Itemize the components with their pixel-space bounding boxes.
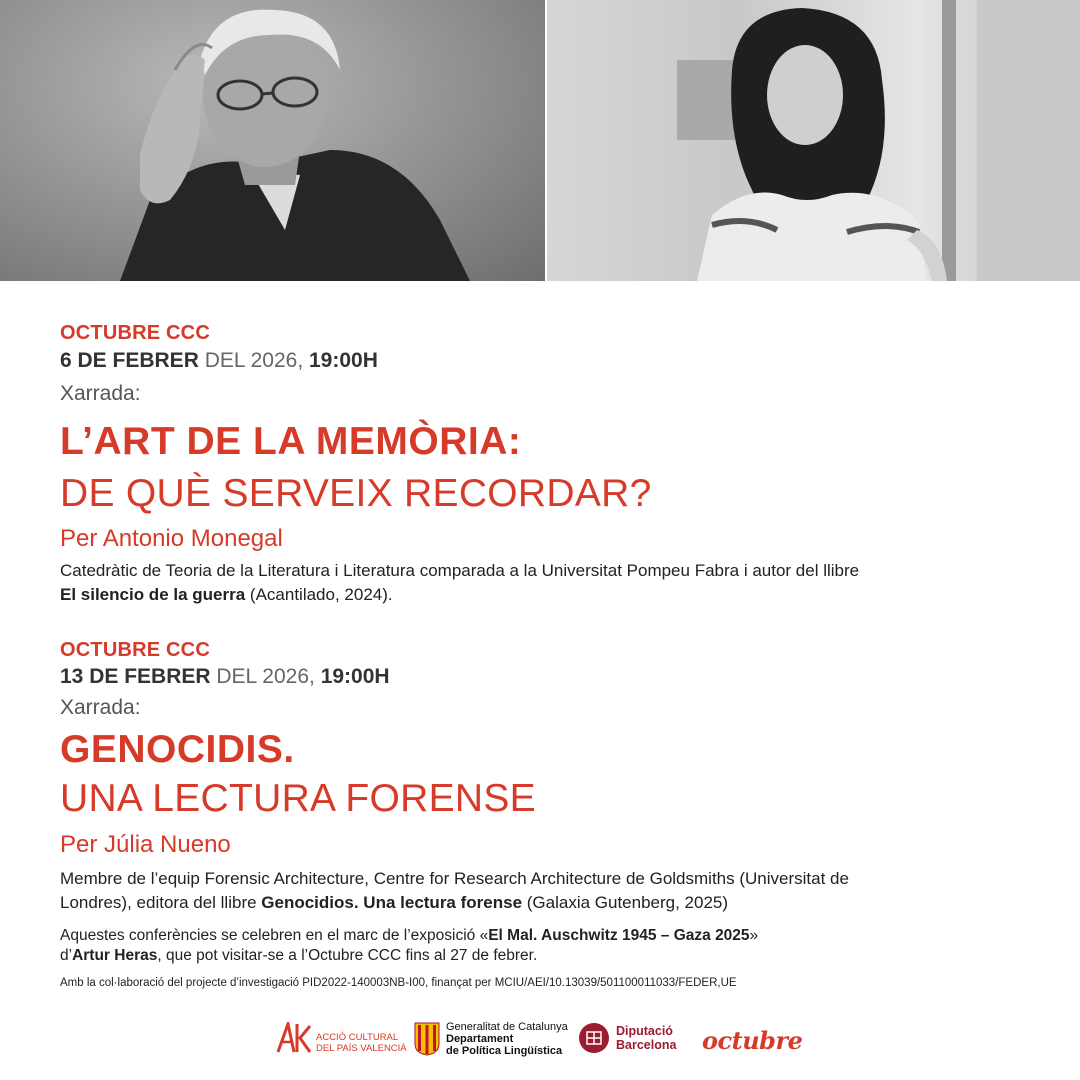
event1-bio-line1: Catedràtic de Teoria de la Literatura i Literatura comparada a la Universitat Pompeu Fabra i autor del llibre (60, 561, 860, 580)
event2-bio-line1: Membre de l’equip Forensic Architecture, Centre for Research Architecture de Goldsmiths (Universitat de (60, 869, 849, 888)
note-artist: Artur Heras (72, 947, 158, 964)
event2-bio-rest: (Galaxia Gutenberg, 2025) (522, 893, 729, 912)
event2-speaker: Per Júlia Nueno (60, 831, 231, 858)
event2-title-line2: UNA LECTURA FORENSE (60, 777, 536, 820)
gencat-line1: Generalitat de Catalunya (446, 1021, 568, 1033)
event2-time: 19:00H (320, 665, 390, 688)
exhibition-note-line2 (60, 946, 1020, 966)
acpv-mark-icon (276, 1022, 312, 1054)
event1-bio-line2 (60, 583, 1020, 607)
octubre-wordmark: octubre (702, 1026, 803, 1055)
photo-julia-nueno (547, 0, 1080, 281)
event2-series: OCTUBRE CCC (60, 639, 210, 661)
gencat-line2: Departament (446, 1033, 514, 1045)
event1-title-line1: L’ART DE LA MEMÒRIA: (60, 420, 522, 463)
logo-octubre (702, 1026, 802, 1055)
event2-date-bold: 13 DE FEBRER (60, 665, 211, 688)
logo-diputacio (578, 1022, 676, 1054)
event2-bio-line2-pre: Londres), editora del llibre (60, 893, 262, 912)
event1-time: 19:00H (309, 349, 378, 372)
event1-date (60, 349, 378, 373)
logo-acpv (276, 1022, 407, 1054)
note-line2-post: , que pot visitar-se a l’Octubre CCC fins al 27 de febrer. (157, 947, 538, 964)
photo-antonio-monegal (0, 0, 545, 281)
event2-title-line1: GENOCIDIS. (60, 728, 295, 771)
event1-date-light: DEL 2026, (198, 349, 309, 372)
event2-date-light: DEL 2026, (210, 665, 321, 688)
event1-title-line2: DE QUÈ SERVEIX RECORDAR? (60, 472, 652, 515)
exhibition-note (60, 926, 1020, 966)
exhibition-note-line1 (60, 926, 1020, 946)
diba-line1: Diputació (616, 1024, 673, 1038)
gencat-line3: de Política Lingüística (446, 1045, 563, 1057)
sponsor-logos (0, 1018, 1080, 1068)
event2-bio (60, 867, 1020, 915)
event2-bio-line2 (60, 891, 1020, 915)
event1-intro: Xarrada: (60, 382, 141, 405)
acpv-line1: ACCIÓ CULTURAL (316, 1032, 399, 1043)
logo-generalitat (414, 1021, 568, 1057)
event1-speaker: Per Antonio Monegal (60, 525, 283, 552)
event2-bio-book: Genocidios. Una lectura forense (261, 893, 523, 912)
collaboration-note: Amb la col·laboració del projecte d’investigació PID2022-140003NB-I00, finançat per MCIU/AEI/10.13039/501100011033/FEDER,UE (60, 977, 737, 989)
note-line1-pre: Aquestes conferències se celebren en el marc de l’exposició « (60, 927, 489, 944)
generalitat-shield-icon (414, 1022, 440, 1056)
event1-bio-book: El silencio de la guerra (60, 585, 246, 604)
note-line2-pre: d’ (60, 947, 73, 964)
note-line1-post: » (749, 927, 759, 944)
acpv-line2: DEL PAÍS VALENCIÀ (316, 1043, 407, 1054)
header-photos (0, 0, 1080, 281)
diputacio-seal-icon (578, 1022, 610, 1054)
portrait-woman-illustration (547, 0, 1080, 281)
event2-intro: Xarrada: (60, 696, 141, 719)
portrait-man-illustration (0, 0, 545, 281)
event2-date (60, 665, 390, 689)
event1-bio (60, 559, 1020, 607)
event1-series: OCTUBRE CCC (60, 322, 210, 344)
event1-date-bold: 6 DE FEBRER (60, 349, 199, 372)
event1-bio-rest: (Acantilado, 2024). (245, 585, 393, 604)
diba-line2: Barcelona (616, 1038, 677, 1052)
note-exhibition-title: El Mal. Auschwitz 1945 – Gaza 2025 (488, 927, 750, 944)
